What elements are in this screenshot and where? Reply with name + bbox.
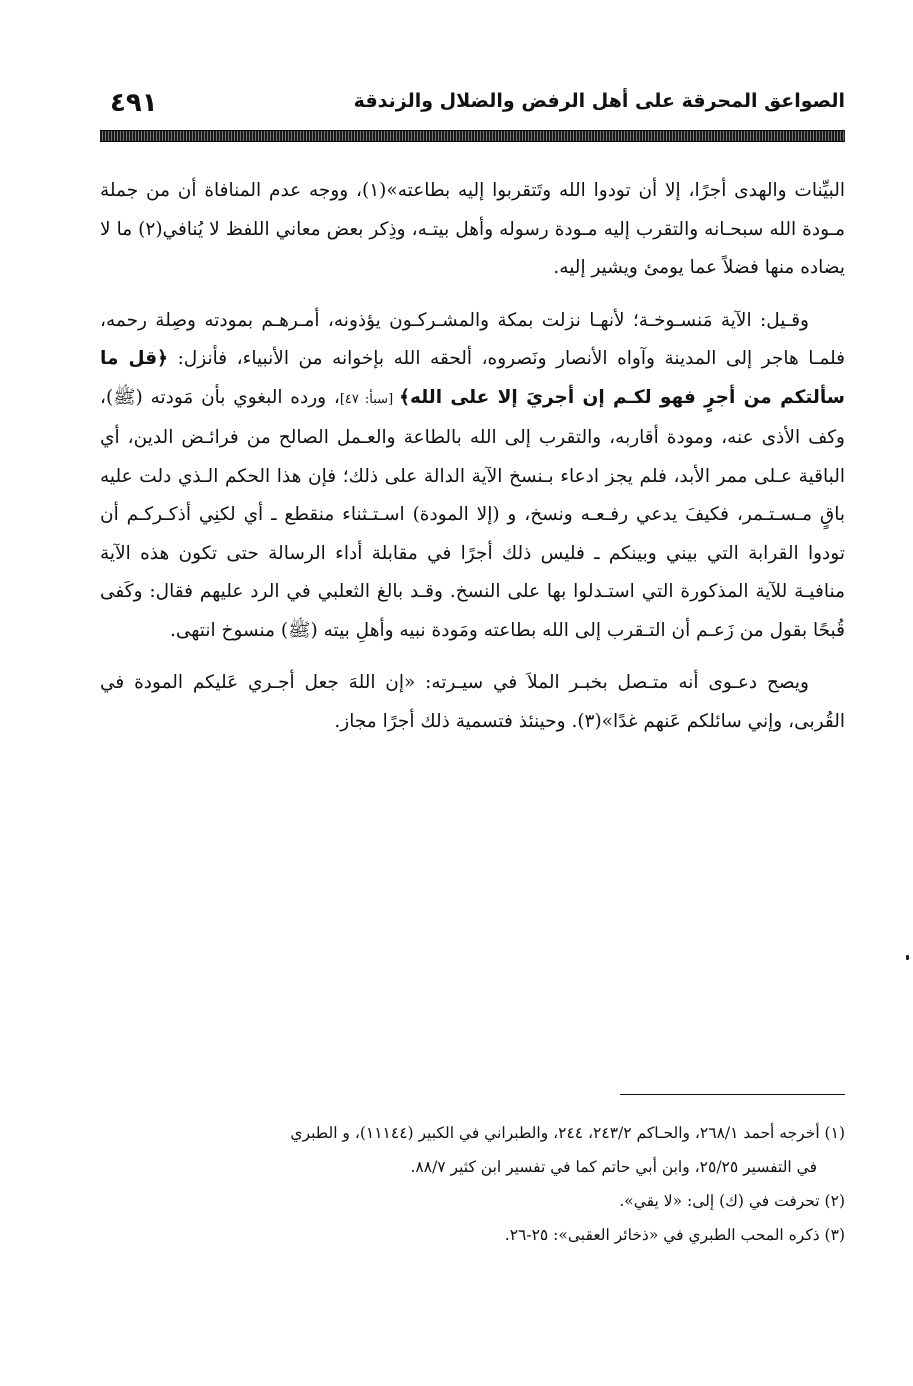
quran-verse: ﴿قل ما سألتكم من أجرٍ فهو لكـم إن أجريَ إلا على الله﴾ — [100, 348, 845, 408]
running-header — [100, 88, 845, 128]
main-text — [100, 172, 845, 741]
paragraph-1: البيِّنات والهدى أجرًا، إلا أن تودوا الله وتَتقربوا إليه بطاعته»(١)، ووجه عدم المنافاة أن من جملة مـودة الله سبحـانه والتقرب إليه مـودة رسوله وأهل بيتـه، وذِكر بعض معاني اللفظ لا يُنافي(٢) ما لا يضاده منها فضلاً عما يومئ ويشير إليه. — [100, 180, 846, 278]
paragraph-2-intro: وقـيل: الآية مَنسـوخـة؛ لأنهـا نزلت بمكة والمشـركـون يؤذونه، أمـرهـم بمودته وصِلة رحمه، فلمـا هاجر إلى المدينة وآواه الأنصار ونَصروه، ألحقه الله بإخوانه من الأنبياء، فأنزل: — [100, 309, 845, 369]
footnote-1-continuation: في التفسير ٢٥/٢٥، وابن أبي حاتم كما في تفسير ابن كثير ٨٨/٧. — [410, 1158, 817, 1176]
footnote-3: (٣) ذكره المحب الطبري في «ذخائر العقبى»: ٢٥-٢٦. — [504, 1226, 845, 1244]
footnote-1: (١) أخرجه أحمد ٢٦٨/١، والحـاكم ٢٤٣/٢، ٢٤٤، والطبراني في الكبير (١١١٤٤)، و الطبري — [290, 1124, 845, 1142]
paragraph-2 — [100, 302, 845, 651]
footnotes — [100, 1116, 845, 1252]
verse-reference: [سبأ: ٤٧] — [339, 391, 400, 407]
paragraph-2-rest: ، ورده البغوي بأن مَودته (ﷺ)، وكف الأذى عنه، ومودة أقاربه، والتقرب إلى الله بالطاعة والعـمل الصالح من فرائـض الدين، أي الباقية عـلى ممر الأبد، فلم يجز ادعاء بـنسخ الآية الدالة على ذلك؛ فإن هذا الحكم الـذي دلت عليه باقٍ مـسـتـمر، فكيفَ يدعي رفـعـه ونسخ، و (إلا المودة) اسـتـثناء منقطع ـ أي لكنِي أذكـركـم أن تودوا القرابة التي بيني وبينكم ـ فليس ذلك أجرًا في مقابلة أداء الرسالة حتى تكون هذه الآية منافيـة للآية المذكورة التي استـدلوا بها على النسخ. وقـد بالغ الثعلبي في الرد عليهم فقال: وكَفى قُبحًا بقول من زَعـم أن التـقرب إلى الله بطاعته ومَودة نبيه وأهلِ بيته (ﷺ) منسوخ انتهى. — [100, 386, 845, 641]
book-title: الصواعق المحرقة على أهل الرفض والضلال والزندقة — [353, 90, 845, 112]
scan-mark — [906, 955, 909, 960]
footnote-separator — [620, 1094, 845, 1095]
header-rule — [100, 130, 845, 142]
footnote-2: (٢) تحرفت في (ك) إلى: «لا يقي». — [619, 1192, 845, 1210]
page-number: ٤٩١ — [110, 88, 158, 118]
paragraph-3: ويصح دعـوى أنه متـصل بخبـر الملاَ في سيـرته: «إن اللهَ جعل أجـري عَليكم المودة في القُربى، وإني سائلكم عَنهم غدًا»(٣). وحينئذ فتسمية ذلك أجرًا مجاز. — [100, 672, 845, 732]
